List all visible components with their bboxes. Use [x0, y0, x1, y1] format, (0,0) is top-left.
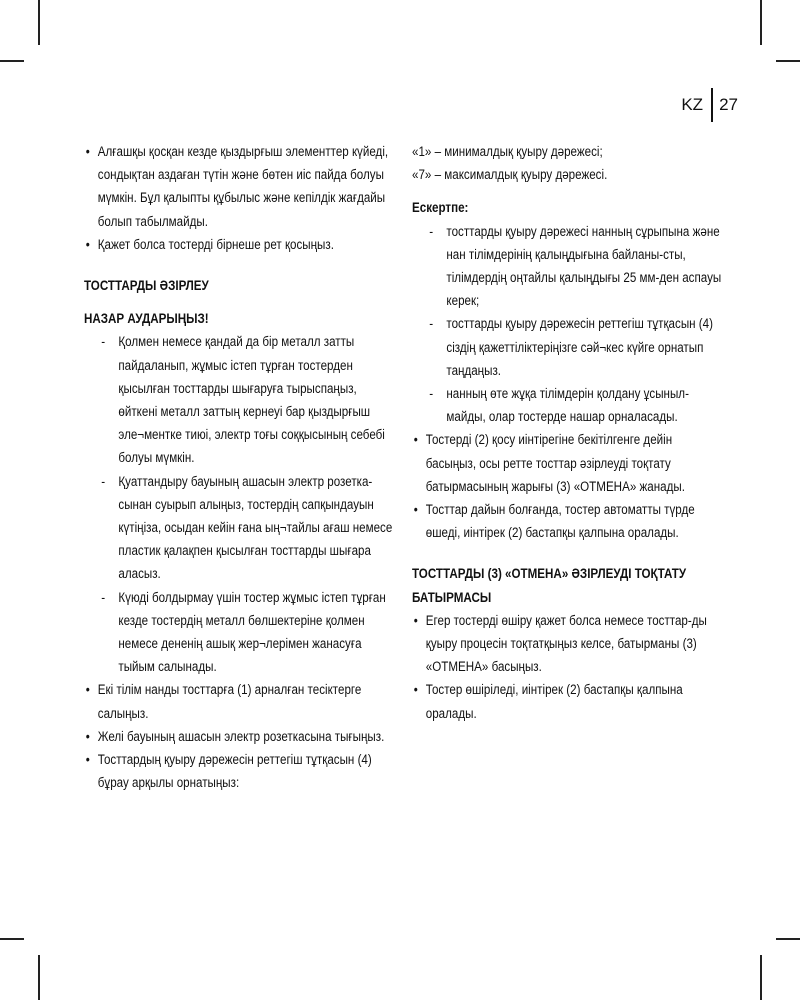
stop-section-title: ТОСТТАРДЫ (3) «ОТМЕНА» ӘЗІРЛЕУДІ ТОҚТАТУ БАТЫРМАСЫ: [412, 566, 687, 605]
list-item: • Тостерді (2) қосу иінтірегіне бекітілгенге дейін басыңыз, осы ретте тосттар әзірлеуді тоқтату батырмасының жарығы (3) «ОТМЕНА» жанады.: [412, 428, 725, 498]
list-item: • Тосттардың қуыру дәрежесін реттегіш тұтқасын (4) бұрау арқылы орнатыңыз:: [84, 748, 395, 794]
language-code: KZ: [681, 95, 704, 114]
list-item: - тосттарды қуыру дәрежесін реттегіш тұтқасын (4) сіздің қажеттіліктеріңізге сәй¬кес күйге орнатып таңдаңыз.: [427, 312, 725, 382]
page-number: 27: [719, 95, 738, 114]
right-column: [412, 140, 726, 725]
level-min-text: «1» – минималдық қуыру дәрежесі;: [412, 144, 603, 159]
crop-mark: [38, 0, 40, 45]
note-title: Ескертпе:: [412, 200, 469, 216]
operation-bullet-list: [412, 428, 725, 544]
crop-mark: [776, 938, 800, 940]
crop-mark: [760, 0, 762, 45]
crop-mark: [38, 955, 40, 1000]
list-item: • Егер тостерді өшіру қажет болса немесе тосттар-ды қуыру процесін тоқтатқыңыз келсе, батырманы (3) «ОТМЕНА» басыңыз.: [412, 609, 725, 679]
warning-list: [84, 330, 395, 678]
list-item: - нанның өте жұқа тілімдерін қолдану ұсыныл-майды, олар тостерде нашар орналасады.: [427, 382, 725, 428]
note-list: [412, 220, 725, 429]
list-item: • Тосттар дайын болғанда, тостер автоматты түрде өшеді, иінтірек (2) бастапқы қалпына оралады.: [412, 498, 725, 544]
steps-bullet-list: [84, 678, 395, 794]
list-item: - Күюді болдырмау үшін тостер жұмыс істеп тұрған кезде тостердің металл бөлшектеріне қолмен немесе дененің ашық жер¬лерімен жанасуға тыйым салынады.: [99, 586, 395, 679]
left-column: [84, 140, 396, 794]
warning-title: НАЗАР АУДАРЫҢЫЗ!: [84, 311, 209, 327]
crop-mark: [0, 938, 24, 940]
list-item: - Қолмен немесе қандай да бір металл затты пайдаланып, жұмыс істеп тұрған тостерден қысылған тосттарды шығаруға тырыспаңыз, өйткені металл заттың кернеуі бар қыздырғыш эле¬ментке тиюі, электр тоғы соққысының себебі болуы мүмкін.: [99, 330, 395, 469]
page-header: [681, 88, 738, 122]
list-item: - Қуаттандыру бауының ашасын электр розетка-сынан суырып алыңыз, тостердің сапқындауын күтіңіза, осыдан кейін ғана ың¬тайлы ағаш немесе пластик қалақпен қысылған тосттарды шығара аласыз.: [99, 470, 395, 586]
intro-bullet-list: [84, 140, 395, 256]
stop-bullet-list: [412, 609, 725, 725]
crop-mark: [776, 60, 800, 62]
list-item: • Желі бауының ашасын электр розеткасына тығыңыз.: [84, 725, 395, 748]
crop-mark: [0, 60, 24, 62]
list-item: - тосттарды қуыру дәрежесі нанның сұрыпына және нан тілімдерінің қалыңдығына байланы-сты, тілімдердің оңтайлы қалыңдығы 25 мм-ден аспауы керек;: [427, 220, 725, 313]
crop-mark: [760, 955, 762, 1000]
list-item: • Тостер өшіріледі, иінтірек (2) бастапқы қалпына оралады.: [412, 678, 725, 724]
list-item: • Екі тілім нанды тосттарға (1) арналған тесіктерге салыңыз.: [84, 678, 395, 724]
section-title: ТОСТТАРДЫ ӘЗІРЛЕУ: [84, 278, 209, 294]
level-max-text: «7» – максималдық қуыру дәрежесі.: [412, 167, 608, 183]
list-item: • Қажет болса тостерді бірнеше рет қосыңыз.: [84, 233, 395, 256]
list-item: • Алғашқы қосқан кезде қыздырғыш элементтер күйеді, сондықтан аздаған түтін және бөтен иіс пайда болуы мүмкін. Бұл қалыпты құбылыс және кепілдік жағдайы болып табылмайды.: [84, 140, 395, 233]
